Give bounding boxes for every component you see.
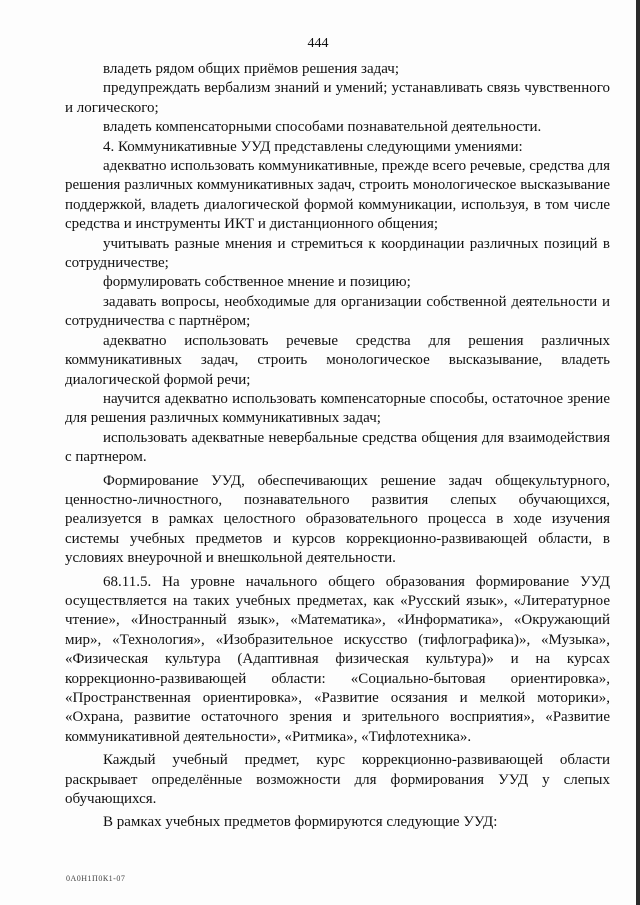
document-body <box>65 60 610 833</box>
paragraph: владеть компенсаторными способами познавательной деятельности. <box>103 119 542 136</box>
paragraph: 68.11.5. На уровне начального общего образования формирование УУД осуществляется на таких учебных предметах, как «Русский язык», «Литературное чтение», «Иностранный язык», «Математика», «Информатика», «Окружающий мир», «Технология», «Изобразительное искусство (тифлографика)», «Музыка», «Физическая культура (Адаптивная физическая культура)» и на курсах коррекционно-развивающей области: «Социально-бытовая ориентировка», «Пространственная ориентировка», «Развитие осязания и мелкой моторики», «Охрана, развитие остаточного зрения и зрительного восприятия», «Развитие коммуникативной деятельности», «Ритмика», «Тифлотехника». <box>65 573 610 745</box>
paragraph: использовать адекватные невербальные средства общения для взаимодействия с партнером. <box>65 429 610 466</box>
paragraph: учитывать разные мнения и стремиться к координации различных позиций в сотрудничестве; <box>65 235 610 272</box>
page-number: 444 <box>307 36 329 51</box>
paragraph: адекватно использовать речевые средства для решения различных коммуникативных задач, строить монологическое высказывание, владеть диалогической формой речи; <box>65 332 610 388</box>
paragraph: задавать вопросы, необходимые для организации собственной деятельности и сотрудничества с партнёром; <box>65 293 610 330</box>
paragraph: Формирование УУД, обеспечивающих решение задач общекультурного, ценностно-личностного, познавательного развития слепых обучающихся, реализуется в рамках целостного образовательного процесса в ходе изучения системы учебных предметов и курсов коррекционно-развивающей области, в условиях внеурочной и внешкольной деятельности. <box>65 472 610 567</box>
paragraph: адекватно использовать коммуникативные, прежде всего речевые, средства для решения различных коммуникативных задач, строить монологическое высказывание поддержкой, владеть диалогической формой коммуникации, используя, в том числе средства и инструменты ИКТ и дистанционного общения; <box>65 158 610 233</box>
paragraph: формулировать собственное мнение и позицию; <box>103 274 411 291</box>
paragraph: 4. Коммуникативные УУД представлены следующими умениями: <box>103 138 523 155</box>
paragraph: Каждый учебный предмет, курс коррекционно-развивающей области раскрывает определённые возможности для формирования УУД у слепых обучающихся. <box>65 752 610 808</box>
paragraph: научится адекватно использовать компенсаторные способы, остаточное зрение для решения различных коммуникативных задач; <box>65 390 610 427</box>
paragraph: владеть рядом общих приёмов решения задач; <box>103 61 400 77</box>
paragraph: предупреждать вербализм знаний и умений; устанавливать связь чувственного и логического; <box>65 80 610 116</box>
footer-code: 0А0Н1П0К1-07 <box>66 874 126 883</box>
paragraph: В рамках учебных предметов формируются следующие УУД: <box>103 814 498 831</box>
